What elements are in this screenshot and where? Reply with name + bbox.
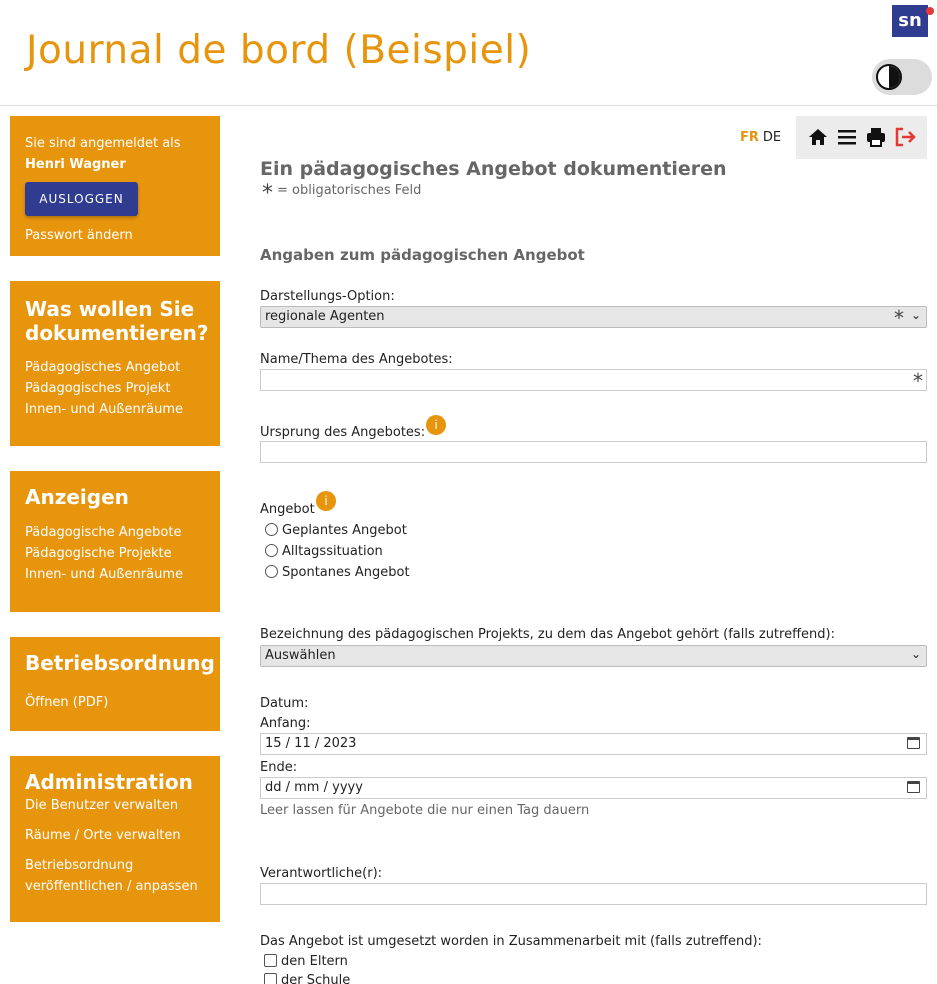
link-show-raeume[interactable]: Innen- und Außenräume xyxy=(25,567,184,582)
checkbox-label: der Schule xyxy=(281,973,351,984)
end-date-hint: Leer lassen für Angebote die nur einen Tag dauern xyxy=(260,803,590,818)
app-title: Journal de bord (Beispiel) xyxy=(26,28,532,73)
info-icon[interactable]: i xyxy=(316,491,336,511)
logout-icon[interactable] xyxy=(895,127,917,151)
link-show-projekte[interactable]: Pädagogische Projekte xyxy=(25,546,172,561)
project-value: Auswählen xyxy=(265,648,336,663)
responsible-input[interactable] xyxy=(260,883,927,905)
link-manage-users[interactable]: Die Benutzer verwalten xyxy=(25,798,179,813)
admin-heading: Administration xyxy=(25,770,193,794)
display-option-value: regionale Agenten xyxy=(265,309,385,324)
home-icon[interactable] xyxy=(808,127,828,151)
radio-geplantes-angebot[interactable] xyxy=(265,523,407,538)
checkbox-schule[interactable] xyxy=(264,973,350,984)
date-label: Datum: xyxy=(260,696,309,711)
print-icon[interactable] xyxy=(866,127,886,151)
chevron-down-icon: ⌄ xyxy=(910,647,921,661)
login-box xyxy=(10,116,220,256)
admin-box xyxy=(10,756,220,922)
theme-toggle[interactable] xyxy=(872,59,932,95)
offer-label: Angebot xyxy=(260,502,315,517)
link-paedagogisches-projekt[interactable]: Pädagogisches Projekt xyxy=(25,381,171,396)
link-paedagogisches-angebot[interactable]: Pädagogisches Angebot xyxy=(25,360,181,375)
logo-text: sn xyxy=(898,10,922,31)
radio-label: Alltagssituation xyxy=(282,544,383,559)
link-manage-rooms[interactable]: Räume / Orte verwalten xyxy=(25,828,181,843)
start-date-value: 15 / 11 / 2023 xyxy=(265,736,357,751)
required-note xyxy=(262,181,421,206)
checkbox-eltern[interactable] xyxy=(264,954,348,969)
radio-label: Geplantes Angebot xyxy=(282,523,407,538)
user-name: Henri Wagner xyxy=(25,157,126,172)
form-title: Ein pädagogisches Angebot dokumentieren xyxy=(260,158,727,180)
document-box xyxy=(10,281,220,446)
link-show-angebote[interactable]: Pädagogische Angebote xyxy=(25,525,182,540)
calendar-icon[interactable] xyxy=(907,781,920,793)
toolbar xyxy=(796,116,927,159)
lang-de[interactable]: DE xyxy=(762,130,782,145)
end-date-label: Ende: xyxy=(260,760,298,775)
required-star: * xyxy=(894,306,904,330)
required-note-text: = obligatorisches Feld xyxy=(277,183,422,198)
project-label: Bezeichnung des pädagogischen Projekts, zu dem das Angebot gehört (falls zutreffend): xyxy=(260,627,835,642)
header xyxy=(0,0,937,106)
display-option-label: Darstellungs-Option: xyxy=(260,289,395,304)
rules-heading: Betriebsordnung xyxy=(25,651,215,675)
calendar-icon[interactable] xyxy=(907,737,920,749)
change-password-link[interactable]: Passwort ändern xyxy=(25,228,133,243)
required-star: * xyxy=(913,369,923,393)
menu-icon[interactable] xyxy=(837,127,857,151)
end-date-input[interactable] xyxy=(260,777,927,799)
link-innen-aussenraeume[interactable]: Innen- und Außenräume xyxy=(25,402,184,417)
start-date-input[interactable] xyxy=(260,733,927,755)
project-select[interactable] xyxy=(260,645,927,667)
info-icon[interactable]: i xyxy=(426,415,446,435)
checkbox-label: den Eltern xyxy=(281,954,348,969)
link-open-pdf[interactable]: Öffnen (PDF) xyxy=(25,695,109,710)
required-star: * xyxy=(262,181,273,206)
cooperation-label: Das Angebot ist umgesetzt worden in Zusammenarbeit mit (falls zutreffend): xyxy=(260,934,762,949)
display-option-select[interactable] xyxy=(260,306,927,328)
rules-box xyxy=(10,637,220,731)
chevron-down-icon: ⌄ xyxy=(910,308,921,322)
show-box xyxy=(10,471,220,612)
language-switch xyxy=(740,130,781,145)
logged-in-label: Sie sind angemeldet als xyxy=(25,136,181,151)
radio-label: Spontanes Angebot xyxy=(282,565,410,580)
lang-fr[interactable]: FR xyxy=(740,130,759,145)
document-heading: Was wollen Sie dokumentieren? xyxy=(25,297,209,345)
name-topic-label: Name/Thema des Angebotes: xyxy=(260,352,453,367)
origin-input[interactable] xyxy=(260,441,927,463)
contrast-icon xyxy=(876,64,902,90)
radio-spontanes-angebot[interactable] xyxy=(265,565,410,580)
logout-button[interactable]: AUSLOGGEN xyxy=(25,182,138,216)
origin-label: Ursprung des Angebotes: xyxy=(260,425,426,440)
brand-logo[interactable] xyxy=(892,5,928,37)
start-date-label: Anfang: xyxy=(260,716,311,731)
end-date-placeholder: dd / mm / yyyy xyxy=(265,780,363,795)
responsible-label: Verantwortliche(r): xyxy=(260,866,383,881)
show-heading: Anzeigen xyxy=(25,485,129,509)
radio-alltagssituation[interactable] xyxy=(265,544,383,559)
link-publish-rules[interactable]: Betriebsordnung veröffentlichen / anpassen xyxy=(25,858,198,894)
name-topic-input[interactable] xyxy=(260,369,927,391)
section-heading: Angaben zum pädagogischen Angebot xyxy=(260,246,585,264)
